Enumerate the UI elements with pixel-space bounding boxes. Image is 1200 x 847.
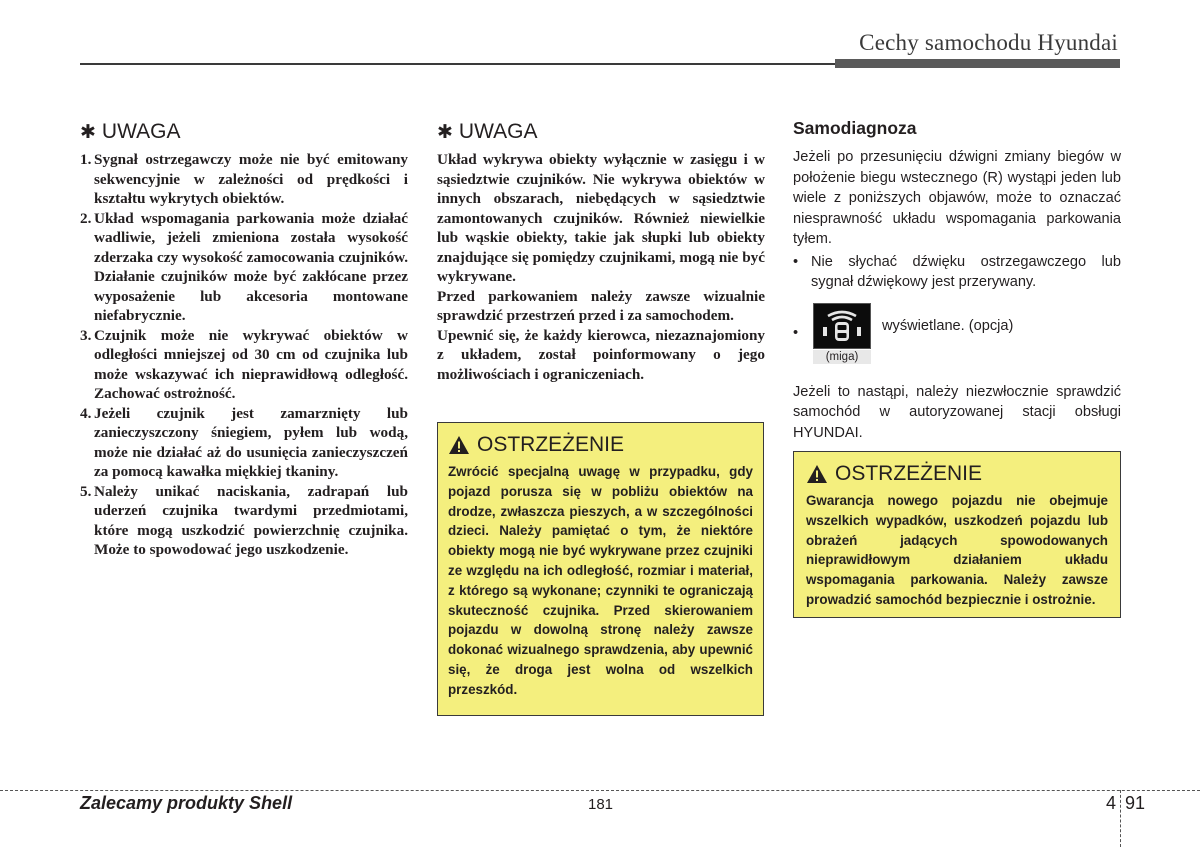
bullet-text: Nie słychać dźwięku ostrzegawczego lub sygnał dźwiękowy jest przerywany. <box>811 253 1121 290</box>
uwaga-heading-2 <box>437 120 765 144</box>
item-text: Czujnik może nie wykrywać obiektów w odległości mniejszej od 30 cm od czujnika lub może wskazywać ich nieprawidłową odległość. Zachować ostrożność. <box>94 326 408 402</box>
footer-section-page: 91 <box>1125 793 1146 813</box>
page-header-title: Cechy samochodu Hyundai <box>859 30 1118 55</box>
bullet-dot: • <box>793 325 799 341</box>
icon-caption: (miga) <box>813 350 871 364</box>
item-number: 5. <box>80 482 92 500</box>
warning-heading <box>448 433 753 457</box>
uwaga-paragraph: Układ wykrywa obiekty wyłącznie w zasięgu i w sąsiedztwie czujników. Nie wykrywa obiektów w innych obszarach, niebędących w sąsiedztwie zamontowanych czujników. Również niewielkie lub wąskie obiekty, takie jak słupki lub obiekty znajdujące się pomiędzy czujnikami, mogą nie być wykrywane. <box>437 151 765 285</box>
list-item <box>793 252 1121 293</box>
asterisk-icon: ✱ <box>80 121 96 143</box>
header-bar <box>835 59 1120 68</box>
list-item <box>80 150 408 209</box>
column-1 <box>80 112 408 560</box>
list-item <box>80 482 408 560</box>
footer-brand: Zalecamy produkty Shell <box>80 793 293 813</box>
item-number: 3. <box>80 326 92 344</box>
bullet-text: wyświetlane. (opcja) <box>882 318 1014 334</box>
uwaga-heading-text: UWAGA <box>101 120 181 143</box>
footer-vertical-divider <box>1120 790 1121 847</box>
item-text: Należy unikać naciskania, zadrapań lub uderzeń czujnika twardymi przedmiotami, które mogą uszkodzić powierzchnię czujnika. Może to spowodować jego uszkodzenie. <box>94 482 408 558</box>
column-3 <box>793 112 1121 443</box>
column-2 <box>437 112 765 384</box>
parking-warning-indicator <box>813 303 871 364</box>
intro-paragraph: Jeżeli po przesunięciu dźwigni zmiany biegów w położenie biegu wstecznego (R) wystąpi jeden lub wiele z poniższych objawów, może to oznaczać niesprawność układu wspomagania parkowania tyłem. <box>793 149 1121 247</box>
uwaga-list <box>80 150 408 560</box>
warning-text: Zwrócić specjalną uwagę w przypadku, gdy pojazd porusza się w pobliżu obiektów na drodze, zwłaszcza pieszych, a w szczególności dzieci. Należy pamiętać o tym, że niektóre obiekty mogą nie być wykrywane przez czujniki ze względu na ich odległość, rozmiar i materiał, z którego są wykonane; czynniki te ograniczają skuteczność czujnika. Przed skierowaniem pojazdu w dowolną stronę należy zawsze dokonać wizualnego sprawdzenia, aby upewnić się, że droga jest wolna od wszelkich przeszkód. <box>448 464 753 697</box>
parking-sensor-icon <box>813 303 871 349</box>
item-number: 1. <box>80 151 92 168</box>
footer-chapter: 4 <box>1106 793 1117 813</box>
uwaga-paragraph: Przed parkowaniem należy zawsze wizualnie sprawdzić przestrzeń przed i za samochodem. <box>437 287 765 324</box>
footer-divider <box>0 790 1200 791</box>
warning-heading-text: OSTRZEŻENIE <box>477 433 625 456</box>
asterisk-icon: ✱ <box>437 121 453 143</box>
uwaga-heading-text: UWAGA <box>458 120 538 143</box>
warning-box-2 <box>793 451 1121 618</box>
uwaga-paragraph: Upewnić się, że każdy kierowca, niezaznajomiony z układem, został poinformowany o jego możliwościach i ograniczeniach. <box>437 326 765 383</box>
list-item <box>793 303 1121 364</box>
uwaga-heading-1 <box>80 120 408 144</box>
after-paragraph: Jeżeli to nastąpi, należy niezwłocznie sprawdzić samochód w autoryzowanej stacji obsługi HYUNDAI. <box>793 383 1121 441</box>
warning-heading-text: OSTRZEŻENIE <box>835 462 983 485</box>
footer-page-number: 181 <box>588 796 614 813</box>
item-text: Jeżeli czujnik jest zamarznięty lub zanieczyszczony śniegiem, pyłem lub wodą, może nie działać aż do usunięcia zanieczyszczeń za pomocą kawałka miękkiej tkaniny. <box>94 404 408 480</box>
item-text: Sygnał ostrzegawczy może nie być emitowany sekwencyjnie w zależności od prędkości i kształtu wykrytych obiektów. <box>94 151 408 207</box>
warning-text: Gwarancja nowego pojazdu nie obejmuje wszelkich wypadków, uszkodzeń pojazdu lub obrażeń jadących spowodowanych nieprawidłowym działaniem układu wspomagania parkowania. Należy zawsze prowadzić samochód bezpiecznie i ostrożnie. <box>806 493 1108 607</box>
item-number: 4. <box>80 404 92 422</box>
section-heading: Samodiagnoza <box>793 118 917 138</box>
item-text: Układ wspomagania parkowania może działać wadliwie, jeżeli zmieniona została wysokość zderzaka czy wysokość zamocowania czujników. Działanie czujników może być zakłócane przez wyposażenie lub akcesoria montowane niefabrycznie. <box>94 209 408 324</box>
warning-triangle-icon <box>448 435 470 455</box>
list-item <box>80 404 408 482</box>
list-item <box>80 326 408 404</box>
warning-box-1 <box>437 422 764 716</box>
list-item <box>80 209 408 326</box>
warning-triangle-icon <box>806 464 828 484</box>
bullet-dot: • <box>793 253 799 270</box>
item-number: 2. <box>80 209 92 227</box>
warning-heading <box>806 462 1108 486</box>
